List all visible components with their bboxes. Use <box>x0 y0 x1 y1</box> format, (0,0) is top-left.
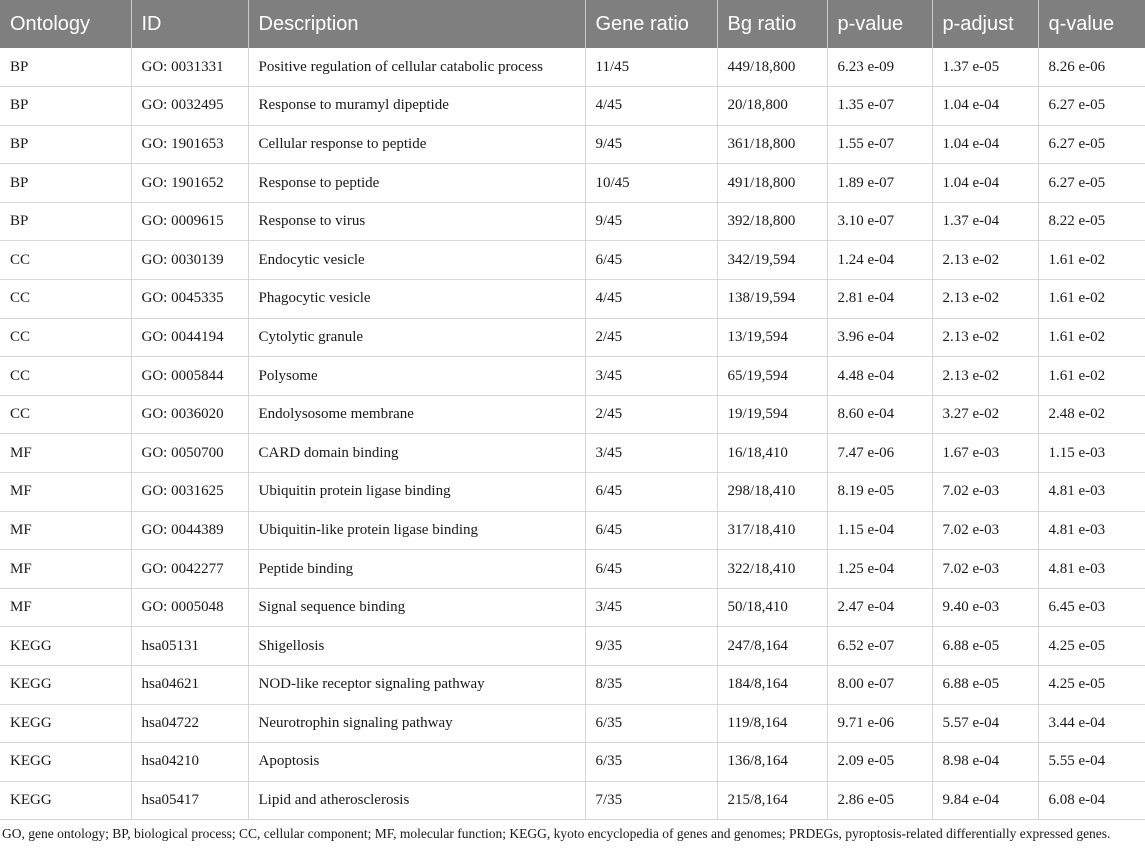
description-cell: Positive regulation of cellular catabolic process <box>248 48 585 87</box>
p-value-cell: 2.09 e-05 <box>827 743 932 782</box>
id-cell: GO: 0042277 <box>131 550 248 589</box>
gene-ratio-cell: 7/35 <box>585 781 717 820</box>
gene-ratio-cell: 8/35 <box>585 666 717 705</box>
table-row <box>0 743 1145 782</box>
table-row <box>0 280 1145 319</box>
p-adjust-cell: 2.13 e-02 <box>932 241 1038 280</box>
ontology-cell: KEGG <box>0 743 131 782</box>
description-cell: CARD domain binding <box>248 434 585 473</box>
description-cell: NOD-like receptor signaling pathway <box>248 666 585 705</box>
q-value-cell: 4.25 e-05 <box>1038 627 1145 666</box>
p-adjust-cell: 8.98 e-04 <box>932 743 1038 782</box>
description-cell: Polysome <box>248 357 585 396</box>
gene-ratio-cell: 6/45 <box>585 550 717 589</box>
p-adjust-cell: 6.88 e-05 <box>932 627 1038 666</box>
q-value-cell: 1.61 e-02 <box>1038 280 1145 319</box>
table-row <box>0 588 1145 627</box>
ontology-cell: CC <box>0 357 131 396</box>
table-row <box>0 87 1145 126</box>
gene-ratio-cell: 6/35 <box>585 743 717 782</box>
table-row <box>0 202 1145 241</box>
p-value-cell: 4.48 e-04 <box>827 357 932 396</box>
bg-ratio-cell: 16/18,410 <box>717 434 827 473</box>
id-cell: GO: 0030139 <box>131 241 248 280</box>
description-cell: Phagocytic vesicle <box>248 280 585 319</box>
id-cell: GO: 0005048 <box>131 588 248 627</box>
p-value-cell: 7.47 e-06 <box>827 434 932 473</box>
description-cell: Endocytic vesicle <box>248 241 585 280</box>
id-cell: GO: 0050700 <box>131 434 248 473</box>
id-cell: GO: 0045335 <box>131 280 248 319</box>
description-cell: Neurotrophin signaling pathway <box>248 704 585 743</box>
p-adjust-cell: 7.02 e-03 <box>932 550 1038 589</box>
ontology-cell: MF <box>0 511 131 550</box>
ontology-cell: KEGG <box>0 704 131 743</box>
header-p-value: p-value <box>827 0 932 48</box>
table-row <box>0 395 1145 434</box>
p-adjust-cell: 7.02 e-03 <box>932 511 1038 550</box>
table-footnote: GO, gene ontology; BP, biological process; CC, cellular component; MF, molecular function; KEGG, kyoto encyclopedia of genes and genomes; PRDEGs, pyroptosis-related differentially expressed genes. <box>2 826 1111 841</box>
table-row <box>0 241 1145 280</box>
bg-ratio-cell: 184/8,164 <box>717 666 827 705</box>
id-cell: hsa04621 <box>131 666 248 705</box>
id-cell: hsa04210 <box>131 743 248 782</box>
ontology-cell: MF <box>0 473 131 512</box>
q-value-cell: 2.48 e-02 <box>1038 395 1145 434</box>
p-value-cell: 1.15 e-04 <box>827 511 932 550</box>
id-cell: GO: 1901653 <box>131 125 248 164</box>
bg-ratio-cell: 491/18,800 <box>717 164 827 203</box>
bg-ratio-cell: 247/8,164 <box>717 627 827 666</box>
p-adjust-cell: 1.37 e-05 <box>932 48 1038 87</box>
id-cell: GO: 0031331 <box>131 48 248 87</box>
ontology-cell: BP <box>0 164 131 203</box>
bg-ratio-cell: 322/18,410 <box>717 550 827 589</box>
id-cell: GO: 0005844 <box>131 357 248 396</box>
q-value-cell: 8.22 e-05 <box>1038 202 1145 241</box>
id-cell: hsa05417 <box>131 781 248 820</box>
bg-ratio-cell: 392/18,800 <box>717 202 827 241</box>
description-cell: Peptide binding <box>248 550 585 589</box>
p-value-cell: 8.00 e-07 <box>827 666 932 705</box>
bg-ratio-cell: 138/19,594 <box>717 280 827 319</box>
gene-ratio-cell: 4/45 <box>585 87 717 126</box>
ontology-cell: CC <box>0 395 131 434</box>
gene-ratio-cell: 3/45 <box>585 357 717 396</box>
ontology-cell: MF <box>0 434 131 473</box>
p-value-cell: 2.86 e-05 <box>827 781 932 820</box>
header-bg-ratio: Bg ratio <box>717 0 827 48</box>
p-adjust-cell: 3.27 e-02 <box>932 395 1038 434</box>
table-row <box>0 627 1145 666</box>
header-id: ID <box>131 0 248 48</box>
ontology-cell: BP <box>0 202 131 241</box>
p-adjust-cell: 1.37 e-04 <box>932 202 1038 241</box>
id-cell: hsa04722 <box>131 704 248 743</box>
bg-ratio-cell: 361/18,800 <box>717 125 827 164</box>
id-cell: GO: 0036020 <box>131 395 248 434</box>
gene-ratio-cell: 9/45 <box>585 125 717 164</box>
q-value-cell: 4.81 e-03 <box>1038 511 1145 550</box>
q-value-cell: 1.15 e-03 <box>1038 434 1145 473</box>
q-value-cell: 4.81 e-03 <box>1038 473 1145 512</box>
table-row <box>0 781 1145 820</box>
description-cell: Cytolytic granule <box>248 318 585 357</box>
ontology-cell: MF <box>0 588 131 627</box>
gene-ratio-cell: 3/45 <box>585 434 717 473</box>
bg-ratio-cell: 449/18,800 <box>717 48 827 87</box>
p-value-cell: 8.60 e-04 <box>827 395 932 434</box>
p-adjust-cell: 1.04 e-04 <box>932 164 1038 203</box>
header-p-adjust: p-adjust <box>932 0 1038 48</box>
q-value-cell: 4.81 e-03 <box>1038 550 1145 589</box>
bg-ratio-cell: 50/18,410 <box>717 588 827 627</box>
q-value-cell: 6.08 e-04 <box>1038 781 1145 820</box>
table-row <box>0 434 1145 473</box>
q-value-cell: 1.61 e-02 <box>1038 241 1145 280</box>
p-adjust-cell: 2.13 e-02 <box>932 318 1038 357</box>
header-gene-ratio: Gene ratio <box>585 0 717 48</box>
ontology-cell: BP <box>0 87 131 126</box>
bg-ratio-cell: 119/8,164 <box>717 704 827 743</box>
description-cell: Response to peptide <box>248 164 585 203</box>
bg-ratio-cell: 215/8,164 <box>717 781 827 820</box>
p-value-cell: 1.55 e-07 <box>827 125 932 164</box>
table-row <box>0 48 1145 87</box>
q-value-cell: 6.27 e-05 <box>1038 125 1145 164</box>
p-value-cell: 1.35 e-07 <box>827 87 932 126</box>
id-cell: GO: 1901652 <box>131 164 248 203</box>
gene-ratio-cell: 10/45 <box>585 164 717 203</box>
id-cell: GO: 0032495 <box>131 87 248 126</box>
q-value-cell: 8.26 e-06 <box>1038 48 1145 87</box>
table-row <box>0 704 1145 743</box>
q-value-cell: 1.61 e-02 <box>1038 318 1145 357</box>
p-value-cell: 3.96 e-04 <box>827 318 932 357</box>
table-row <box>0 666 1145 705</box>
p-adjust-cell: 5.57 e-04 <box>932 704 1038 743</box>
p-value-cell: 2.47 e-04 <box>827 588 932 627</box>
bg-ratio-cell: 298/18,410 <box>717 473 827 512</box>
p-value-cell: 6.23 e-09 <box>827 48 932 87</box>
bg-ratio-cell: 65/19,594 <box>717 357 827 396</box>
header-ontology: Ontology <box>0 0 131 48</box>
description-cell: Ubiquitin-like protein ligase binding <box>248 511 585 550</box>
description-cell: Endolysosome membrane <box>248 395 585 434</box>
ontology-cell: BP <box>0 125 131 164</box>
bg-ratio-cell: 342/19,594 <box>717 241 827 280</box>
gene-ratio-cell: 6/45 <box>585 511 717 550</box>
table-row <box>0 125 1145 164</box>
ontology-cell: KEGG <box>0 781 131 820</box>
p-value-cell: 2.81 e-04 <box>827 280 932 319</box>
ontology-cell: CC <box>0 241 131 280</box>
p-adjust-cell: 7.02 e-03 <box>932 473 1038 512</box>
table-row <box>0 318 1145 357</box>
gene-ratio-cell: 6/45 <box>585 241 717 280</box>
gene-ratio-cell: 6/35 <box>585 704 717 743</box>
q-value-cell: 3.44 e-04 <box>1038 704 1145 743</box>
bg-ratio-cell: 20/18,800 <box>717 87 827 126</box>
q-value-cell: 4.25 e-05 <box>1038 666 1145 705</box>
gene-ratio-cell: 11/45 <box>585 48 717 87</box>
p-value-cell: 9.71 e-06 <box>827 704 932 743</box>
description-cell: Signal sequence binding <box>248 588 585 627</box>
p-adjust-cell: 2.13 e-02 <box>932 357 1038 396</box>
gene-ratio-cell: 4/45 <box>585 280 717 319</box>
p-adjust-cell: 1.04 e-04 <box>932 125 1038 164</box>
ontology-cell: CC <box>0 318 131 357</box>
id-cell: GO: 0044194 <box>131 318 248 357</box>
gene-ratio-cell: 6/45 <box>585 473 717 512</box>
p-value-cell: 3.10 e-07 <box>827 202 932 241</box>
p-value-cell: 6.52 e-07 <box>827 627 932 666</box>
id-cell: hsa05131 <box>131 627 248 666</box>
description-cell: Shigellosis <box>248 627 585 666</box>
description-cell: Lipid and atherosclerosis <box>248 781 585 820</box>
table-row <box>0 473 1145 512</box>
q-value-cell: 6.45 e-03 <box>1038 588 1145 627</box>
bg-ratio-cell: 13/19,594 <box>717 318 827 357</box>
description-cell: Ubiquitin protein ligase binding <box>248 473 585 512</box>
table-body <box>0 48 1145 820</box>
description-cell: Cellular response to peptide <box>248 125 585 164</box>
header-description: Description <box>248 0 585 48</box>
gene-ratio-cell: 2/45 <box>585 395 717 434</box>
q-value-cell: 1.61 e-02 <box>1038 357 1145 396</box>
gene-ratio-cell: 3/45 <box>585 588 717 627</box>
id-cell: GO: 0009615 <box>131 202 248 241</box>
gene-ratio-cell: 9/45 <box>585 202 717 241</box>
p-adjust-cell: 9.84 e-04 <box>932 781 1038 820</box>
table-row <box>0 357 1145 396</box>
bg-ratio-cell: 136/8,164 <box>717 743 827 782</box>
p-adjust-cell: 2.13 e-02 <box>932 280 1038 319</box>
q-value-cell: 6.27 e-05 <box>1038 164 1145 203</box>
p-adjust-cell: 1.04 e-04 <box>932 87 1038 126</box>
ontology-cell: BP <box>0 48 131 87</box>
description-cell: Response to muramyl dipeptide <box>248 87 585 126</box>
q-value-cell: 6.27 e-05 <box>1038 87 1145 126</box>
ontology-cell: CC <box>0 280 131 319</box>
ontology-cell: KEGG <box>0 627 131 666</box>
ontology-cell: KEGG <box>0 666 131 705</box>
p-value-cell: 1.24 e-04 <box>827 241 932 280</box>
table-row <box>0 550 1145 589</box>
bg-ratio-cell: 317/18,410 <box>717 511 827 550</box>
description-cell: Response to virus <box>248 202 585 241</box>
header-row <box>0 0 1145 48</box>
p-value-cell: 1.25 e-04 <box>827 550 932 589</box>
p-value-cell: 8.19 e-05 <box>827 473 932 512</box>
bg-ratio-cell: 19/19,594 <box>717 395 827 434</box>
gene-ratio-cell: 9/35 <box>585 627 717 666</box>
id-cell: GO: 0044389 <box>131 511 248 550</box>
table-row <box>0 164 1145 203</box>
table-header <box>0 0 1145 48</box>
table-row <box>0 511 1145 550</box>
ontology-cell: MF <box>0 550 131 589</box>
q-value-cell: 5.55 e-04 <box>1038 743 1145 782</box>
id-cell: GO: 0031625 <box>131 473 248 512</box>
description-cell: Apoptosis <box>248 743 585 782</box>
p-adjust-cell: 1.67 e-03 <box>932 434 1038 473</box>
p-value-cell: 1.89 e-07 <box>827 164 932 203</box>
p-adjust-cell: 9.40 e-03 <box>932 588 1038 627</box>
header-q-value: q-value <box>1038 0 1145 48</box>
gene-ratio-cell: 2/45 <box>585 318 717 357</box>
p-adjust-cell: 6.88 e-05 <box>932 666 1038 705</box>
